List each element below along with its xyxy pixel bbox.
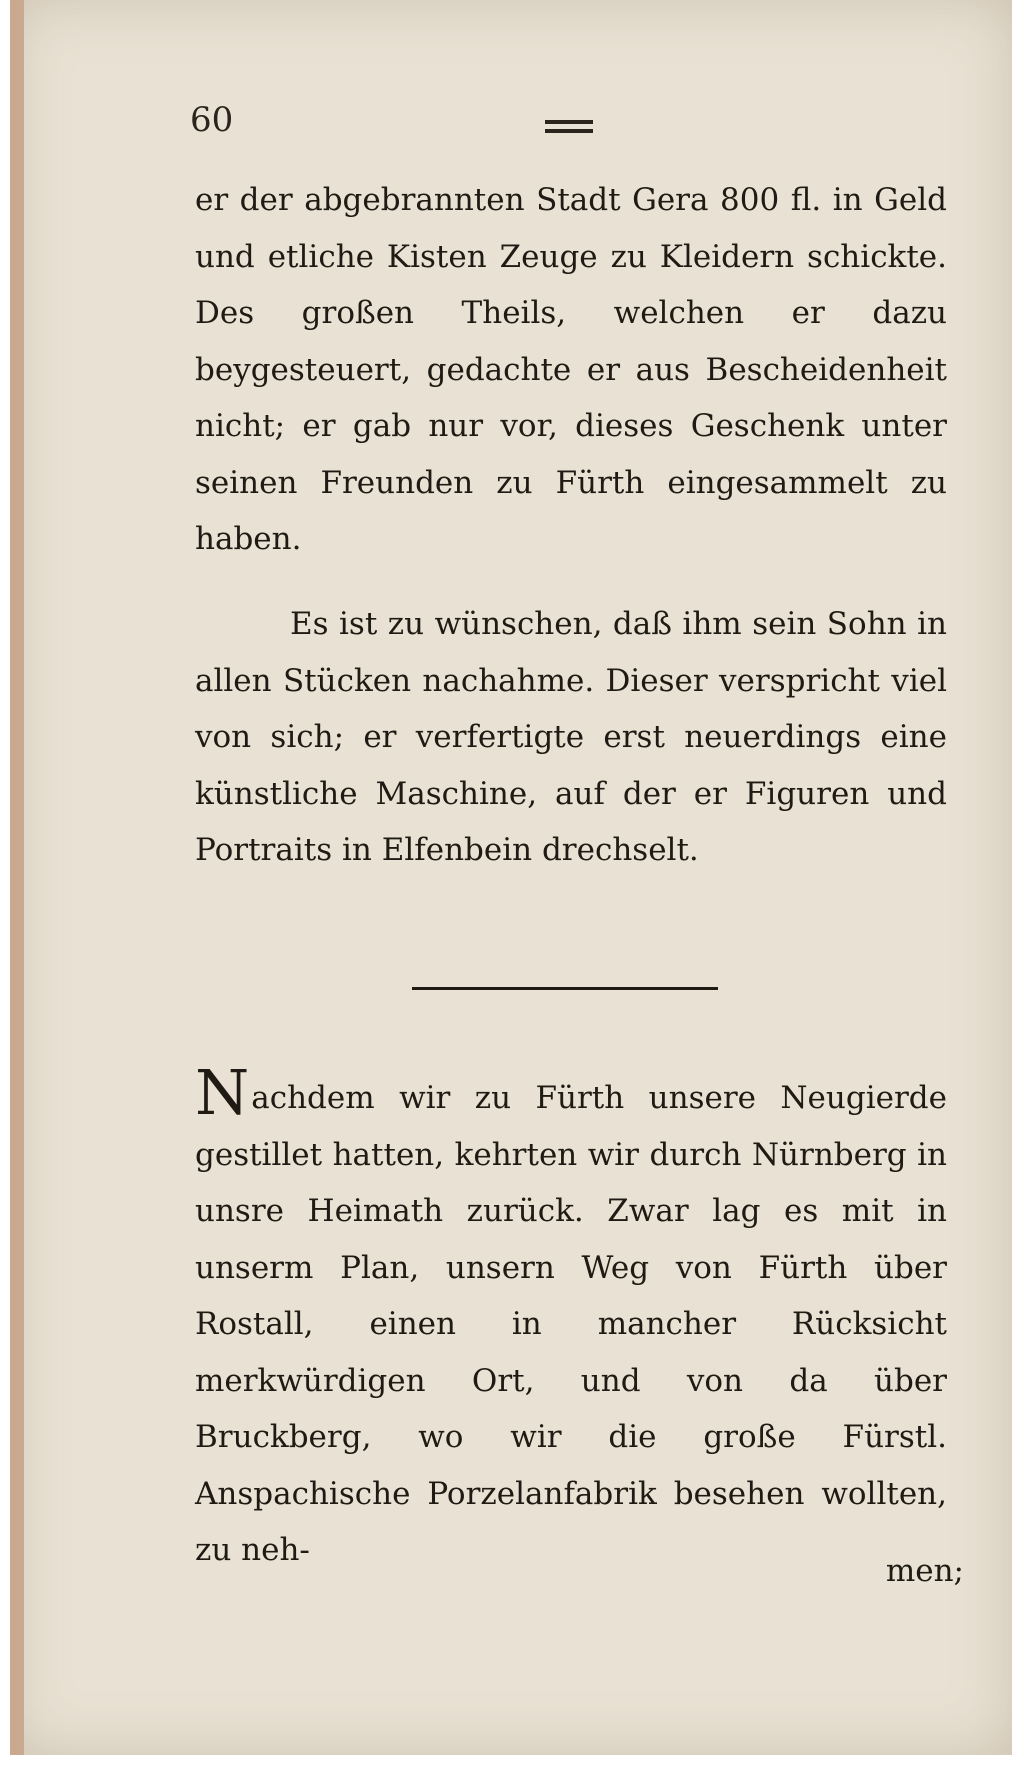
section-divider [412,987,718,990]
running-mark [545,120,593,132]
paragraph-continuation: er der abgebrannten Stadt Gera 800 fl. in Geld und etliche Kisten Zeuge zu Kleidern schickte. Des großen Theils, welchen er dazu beygesteuert, gedachte er aus Bescheidenheit nicht; er gab nur vor, dieses Geschenk unter seinen Freunden zu Fürth eingesammelt zu haben. [195,182,947,557]
catchword: men; [885,1553,964,1589]
paragraph-journey-text: achdem wir zu Fürth unsere Neugierde gestillet hatten, kehrten wir durch Nürnberg in unsre Heimath zurück. Zwar lag es mit in unserm Plan, unsern Weg von Fürth über Rostall, einen in mancher Rücksicht merkwürdigen Ort, und von da über Bruckberg, wo wir die große Fürstl. Anspachische Porzelanfabrik besehen wollten, zu neh- [195,1080,947,1568]
paragraph-son: Es ist zu wünschen, daß ihm sein Sohn in allen Stücken nachahme. Dieser verspricht viel von sich; er verfertigte erst neuerdings eine künstliche Maschine, auf der er Figuren und Portraits in Elfenbein drechselt. [195,606,947,868]
drop-initial: N [195,1056,250,1129]
page-edge [10,0,24,1755]
page-number: 60 [190,100,234,140]
page-header [0,100,1024,150]
paragraph-journey [195,1056,947,1579]
